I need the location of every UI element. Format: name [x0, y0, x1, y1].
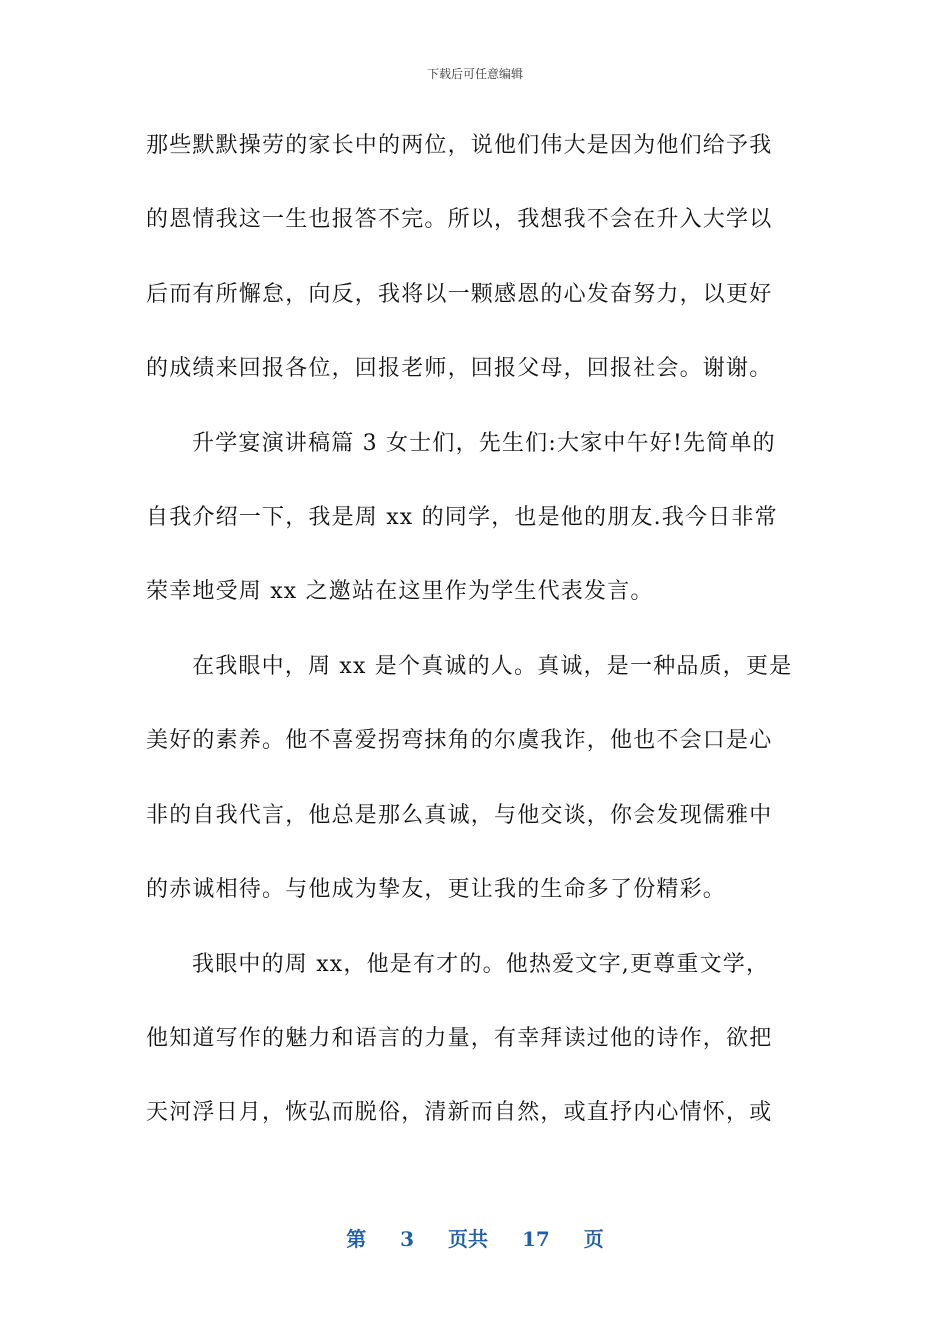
text-line: 的成绩来回报各位，回报老师，回报父母，回报社会。谢谢。: [146, 356, 773, 381]
total-pages: 17: [521, 1227, 550, 1251]
page-header: 下载后可任意编辑: [426, 67, 523, 81]
text-line: 天河浮日月，恢弘而脱俗，清新而自然，或直抒内心情怀，或: [146, 1100, 773, 1125]
text-line: 自我介绍一下，我是周 xx 的同学，也是他的朋友.我今日非常: [146, 505, 778, 530]
page-footer: [0, 1226, 950, 1252]
text-line: 的恩情我这一生也报答不完。所以，我想我不会在升入大学以: [146, 207, 773, 232]
text-line: 非的自我代言，他总是那么真诚，与他交谈，你会发现儒雅中: [146, 803, 773, 828]
footer-suffix: 页: [583, 1227, 604, 1251]
current-page-number: 3: [400, 1227, 415, 1251]
footer-middle: 页共: [448, 1227, 489, 1251]
footer-prefix: 第: [346, 1227, 367, 1251]
text-line: 后而有所懈怠，向反，我将以一颗感恩的心发奋努力，以更好: [146, 282, 773, 307]
text-line: 那些默默操劳的家长中的两位，说他们伟大是因为他们给予我: [146, 133, 773, 158]
text-line: 的赤诚相待。与他成为挚友，更让我的生命多了份精彩。: [146, 877, 727, 902]
text-line: 荣幸地受周 xx 之邀站在这里作为学生代表发言。: [146, 579, 654, 604]
text-line: 他知道写作的魅力和语言的力量，有幸拜读过他的诗作，欲把: [146, 1026, 773, 1051]
text-line: 在我眼中，周 xx 是个真诚的人。真诚，是一种品质，更是: [192, 654, 793, 679]
text-line: 我眼中的周 xx，他是有才的。他热爱文字,更尊重文学，: [192, 952, 770, 977]
text-line: 美好的素养。他不喜爱拐弯抹角的尔虞我诈，他也不会口是心: [146, 728, 773, 753]
text-line: 升学宴演讲稿篇 3 女士们，先生们:大家中午好!先简单的: [192, 431, 776, 456]
